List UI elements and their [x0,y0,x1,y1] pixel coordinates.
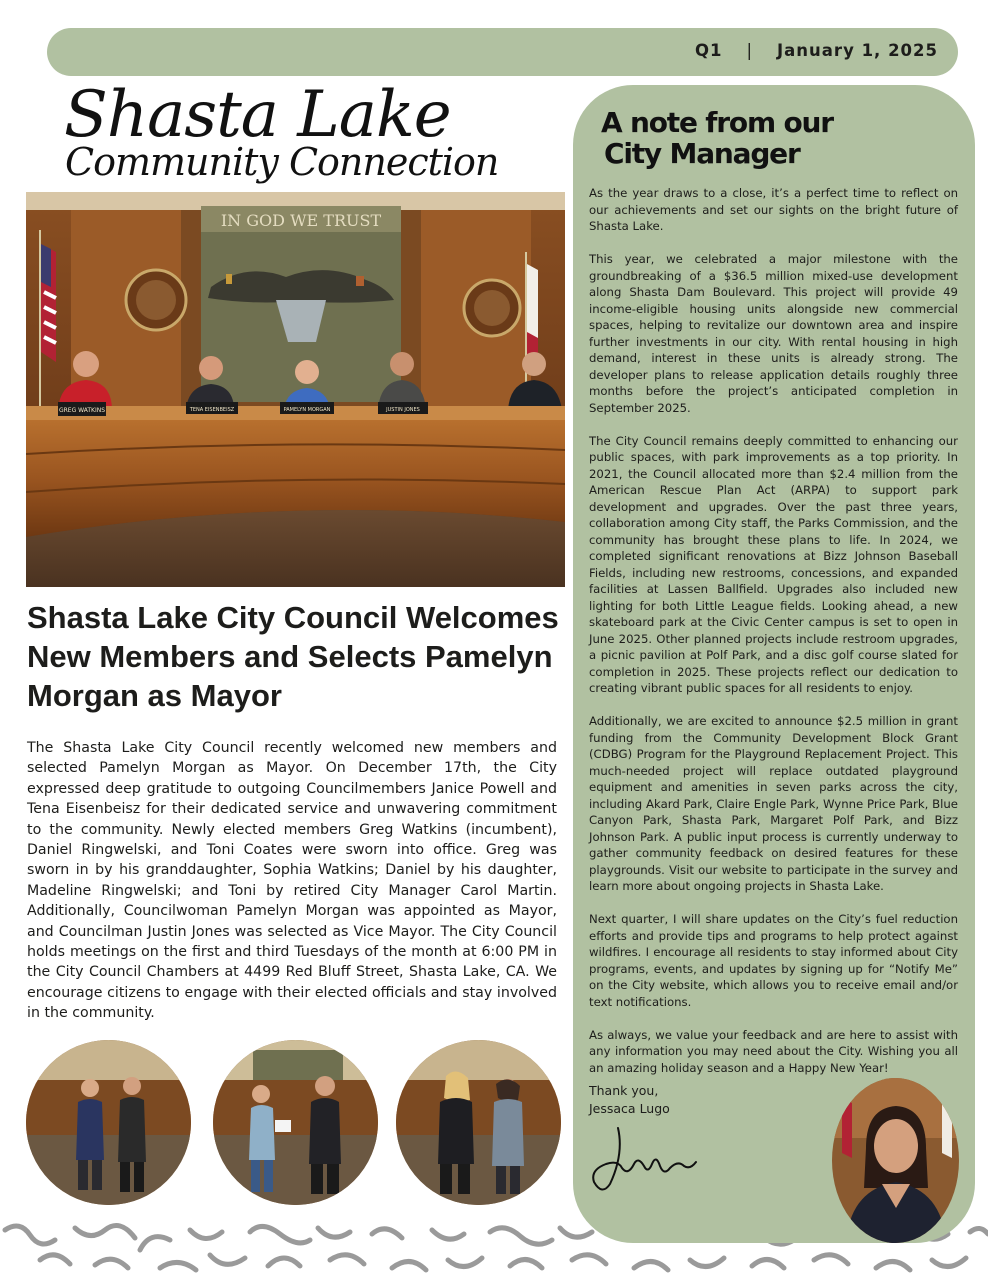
handwritten-signature [588,1124,700,1196]
council-chamber-photo [26,192,565,587]
nameplate-4: JUSTIN JONES [386,407,420,413]
masthead-title: Shasta Lake [64,78,451,152]
issue-header-bar [47,28,958,76]
portrait-illustration [832,1078,959,1243]
sidebar-title-line-2: City Manager [604,137,800,170]
city-manager-sidebar [573,85,975,1243]
sidebar-title-line-1: A note from our [601,106,833,139]
signer-name: Jessaca Lugo [589,1101,670,1116]
nameplate-3: PAMELYN MORGAN [283,407,331,413]
sidebar-paragraph-1: As the year draws to a close, it’s a perfect time to reflect on our achievements and set our sights on the bright future of Shasta Lake. [589,186,958,233]
signature-icon [588,1124,700,1196]
sidebar-paragraph-6: As always, we value your feedback and are here to assist with any information you may need about the City. Wishing you all an amazing holiday season and a Happy New Year! [589,1027,958,1075]
closing-text: Thank you, [589,1083,659,1098]
sidebar-body [589,185,958,1093]
swearing-in-illustration-3 [396,1040,561,1205]
sidebar-paragraph-5: Next quarter, I will share updates on the City’s fuel reduction efforts and provide tips and programs to help protect against wildfires. I encourage all residents to stay informed about City programs, events, and updates by signing up for “Notify Me” on the City website, which allows you to receive email and/or text notifications. [589,912,958,1009]
nameplate-1: GREG WATKINS [58,407,106,414]
swearing-in-photo-3 [396,1040,561,1205]
sign-off [589,1082,670,1118]
council-chamber-illustration [26,192,565,587]
swearing-in-illustration-1 [26,1040,191,1205]
issue-date: January 1, 2025 [777,41,938,60]
article-headline: Shasta Lake City Council Welcomes New Members and Selects Pamelyn Morgan as Mayor [27,600,559,713]
sidebar-title [601,107,833,169]
masthead [28,80,564,190]
masthead-subtitle: Community Connection [65,140,499,184]
article-body: The Shasta Lake City Council recently welcomed new members and selected Pamelyn Morgan as Mayor. On December 17th, the City expressed deep gratitude to outgoing Councilmembers Janice Powell and Tena Eisenbeisz for their dedicated service and unwavering commitment to the community. Newly elected members Greg Watkins (incumbent), Daniel Ringwelski, and Toni Coates were sworn into office. Greg was sworn in by his granddaughter, Sophia Watkins; Daniel by his daughter, Madeline Ringwelski; and Toni by retired City Manager Carol Martin. Additionally, Councilwoman Pamelyn Morgan was appointed as Mayor, and Councilman Justin Jones was selected as Vice Mayor. The City Council holds meetings on the first and third Tuesdays of the month at 6:00 PM in the City Council Chambers at 4499 Red Bluff Street, Shasta Lake, CA. We encourage citizens to engage with their elected officials and stay involved in the community. [27,740,557,1022]
issue-info [695,41,938,60]
swearing-in-photo-1 [26,1040,191,1205]
sidebar-paragraph-2: This year, we celebrated a major milestone with the groundbreaking of a $36.5 million mixed-use development along Shasta Dam Boulevard. This project will provide 49 income-eligible housing units alongside new commercial spaces, helping to revitalize our downtown area and inspire further investments in our city. With rental housing in high demand, interest in these units is already strong. The developer plans to release application details roughly three months before the project’s anticipated completion in September 2025. [589,252,958,415]
swearing-in-illustration-2 [213,1040,378,1205]
sidebar-paragraph-4: Additionally, we are excited to announce $2.5 million in grant funding from the Community Development Block Grant (CDBG) Program for the Playground Replacement Project. This much-needed project will replace outdated playground equipment and amenities in seven parks across the city, including Akard Park, Claire Engle Park, Wynne Price Park, Blue Canyon Park, Shasta Park, Margaret Polf Park, and Bizz Johnson Park. A public input process is currently underway to gather community feedback on desired features for these playgrounds. Visit our website to participate in the survey and learn more about ongoing projects in Shasta Lake. [589,714,958,893]
issue-separator: | [746,41,754,60]
swearing-in-photo-2 [213,1040,378,1205]
sidebar-paragraph-3: The City Council remains deeply committed to enhancing our public spaces, with park improvements as a top priority. In 2021, the Council allocated more than $2.4 million from the American Rescue Plan Act (ARPA) to support park development and upgrades. Over the past three years, collaboration among City staff, the Parks Commission, and the community has brought these plans to life. In 2024, we completed significant renovations at Bizz Johnson Baseball Fields, including new restrooms, concessions, and expanded facilities at Lassen Ballfield. Upgrades also included new lighting for both Little League fields. Looking ahead, a new skateboard park at the Civic Center campus is set to open in June 2025. Other planned projects include restroom upgrades, a picnic pavilion at Polf Park, and a disc golf course slated for completion in 2025. These projects reflect our dedication to creating vibrant public spaces for all residents to enjoy. [589,433,958,695]
wall-motto: IN GOD WE TRUST [220,211,382,230]
issue-quarter: Q1 [694,41,723,60]
nameplate-2: TENA EISENBEISZ [189,407,235,413]
city-manager-portrait [832,1078,959,1243]
